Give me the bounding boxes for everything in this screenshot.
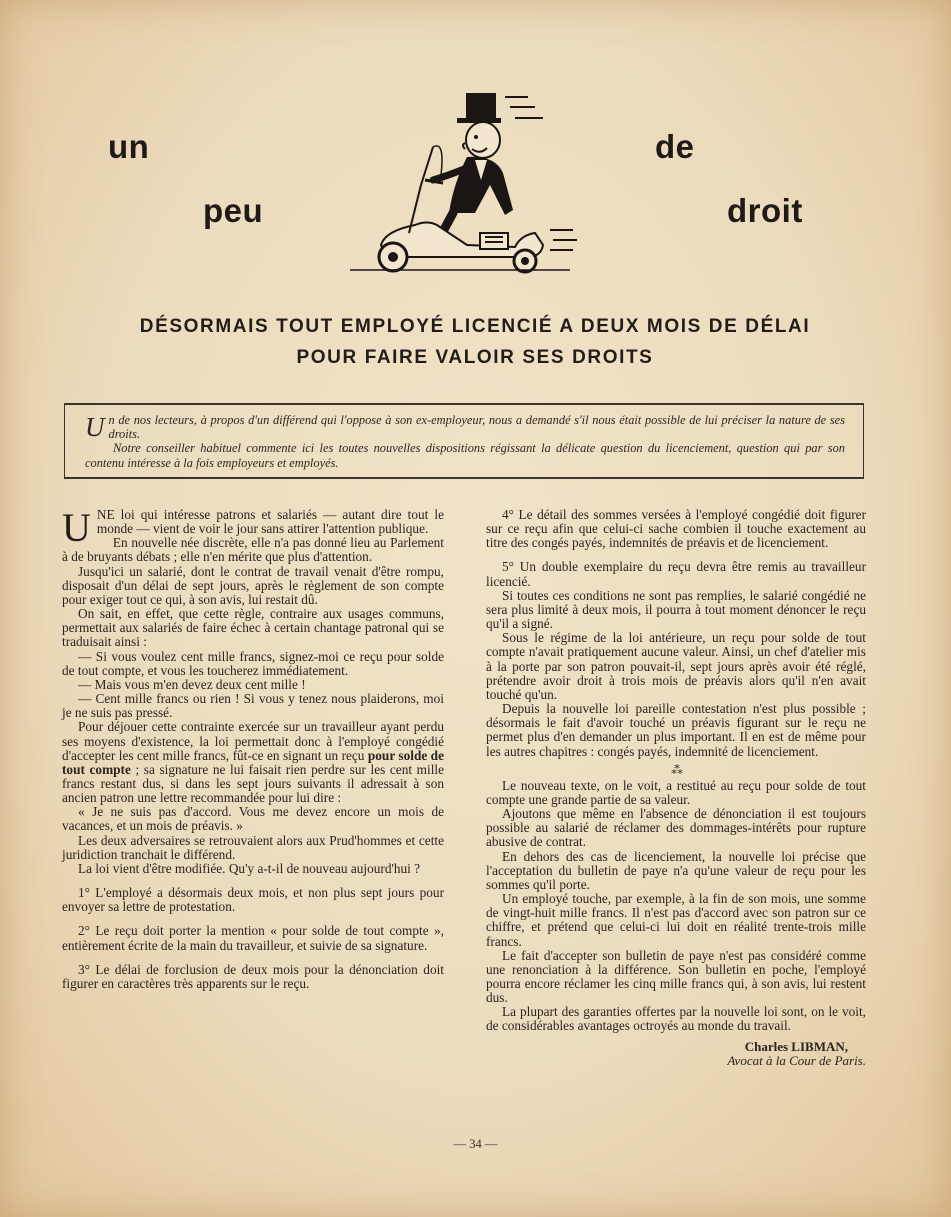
left-column [62,505,444,991]
body-paragraph: Les deux adversaires se retrouvaient alors aux Prud'hommes et cette juridiction tranchait le différend. [62,832,444,862]
body-paragraph: La loi vient d'être modifiée. Qu'y a-t-il de nouveau aujourd'hui ? [78,860,421,876]
headline-line-2: POUR FAIRE VALOIR SES DROITS [296,347,654,368]
author-title: Avocat à la Cour de Paris. [727,1052,866,1068]
dialogue-line: — Mais vous m'en devez deux cent mille ! [78,676,306,692]
title-word-un: un [108,128,150,165]
article-dropcap: U [62,505,91,550]
section-separator: ⁂ [671,762,681,777]
body-paragraph: Le nouveau texte, on le voit, a restitué au reçu pour solde de tout compte une grande partie de sa valeur. [486,777,866,807]
author-name: Charles LIBMAN, [744,1038,848,1054]
intro-paragraph-1: n de nos lecteurs, à propos d'un différend qui l'oppose à son ex-employeur, nous a demandé s'il nous était possible de lui préciser la nature de ses droits. [108,413,845,442]
body-paragraph: Depuis la nouvelle loi pareille contestation n'est plus possible ; désormais le fait d'avoir touché un préavis figurant sur le reçu ne permet plus d'en demander un plus important. Il en est de même pour les autres chapitres : congés payés, indemnité de licenciement. [486,701,866,759]
body-paragraph: Si toutes ces conditions ne sont pas remplies, le salarié congédié ne sera plus limité à deux mois, il pourra à tout moment dénoncer le reçu qu'il a signé. [486,587,866,632]
title-word-droit: droit [727,192,803,229]
body-paragraph: On sait, en effet, que cette règle, contraire aux usages communs, permettait aux salariés de faire échec à certain chantage patronal qui se traduisait ainsi : [62,606,444,650]
title-word-de: de [655,128,695,165]
body-paragraph: La plupart des garanties offertes par la nouvelle loi sont, on le voit, de considérables avantages octroyés au monde du travail. [486,1004,866,1034]
rule-item-2: 2° Le reçu doit porter la mention « pour solde de tout compte », entièrement écrite de la main du travailleur, et suivie de sa signature. [62,923,444,953]
body-paragraph: NE loi qui intéresse patrons et salariés — autant dire tout le monde — vient de voir le jour sans attirer l'attention publique. [96,507,444,537]
scooter-rider-illustration [345,85,585,280]
headline-line-1: DÉSORMAIS TOUT EMPLOYÉ LICENCIÉ A DEUX MOIS DE DÉLAI [139,316,811,337]
rule-item-5: 5° Un double exemplaire du reçu devra être remis au travailleur licencié. [486,559,866,589]
body-paragraph: En nouvelle née discrète, elle n'a pas donné lieu au Parlement à de bruyants débats ; elle n'en mérite que plus d'attention. [62,535,444,565]
text-run: Pour déjouer cette contrainte exercée sur un travailleur ayant perdu ses moyens d'existence, la loi permettait donc à l'employé congédié d'accepter les cent mille francs, fût-ce en signant un reçu [62,719,444,763]
intro-paragraph-2: Notre conseiller habituel commente ici les toutes nouvelles dispositions régissant la délicate question du licenciement, question qui par son contenu intéresse à la fois employeurs et employés. [85,441,845,470]
emphasis-text: pour solde de tout compte [62,747,444,777]
body-paragraph: En dehors des cas de licenciement, la nouvelle loi précise que l'acceptation du bulletin de paye n'a qu'une valeur de reçu pour les sommes qu'il porte. [486,848,866,892]
dialogue-line: — Si vous voulez cent mille francs, signez-moi ce reçu pour solde de tout compte, et vous les toucherez immédiatement. [62,648,444,678]
rule-item-4: 4° Le détail des sommes versées à l'employé congédié doit figurer sur ce reçu afin que celui-ci sache combien il touche exactement au titre des congés payés, indemnités de préavis et de licenciement. [486,507,866,551]
body-paragraph: Ajoutons que même en l'absence de dénonciation il est toujours possible au salarié de réclamer des dommages-intérêts pour rupture abusive de contrat. [486,806,866,850]
body-paragraph: Sous le régime de la loi antérieure, un reçu pour solde de tout compte n'avait pratiquement aucune valeur. Ainsi, un chef d'atelier mis à la porte par son patron pouvait-il, sept jours après avoir été réglé, prétendre avoir droit à trois mois de préavis alors qu'il n'en avait touché qu'un. [486,630,866,702]
body-paragraph: Un employé touche, par exemple, à la fin de son mois, une somme de vingt-huit mille francs. Il n'est pas d'accord avec son patron sur ce chiffre, et prétend que celui-ci lui doit en réalité trente-trois mille francs. [486,891,866,949]
intro-dropcap: U [85,412,105,442]
page-number: — 34 — [453,1137,498,1151]
rule-item-3: 3° Le délai de forclusion de deux mois pour la dénonciation doit figurer en caractères très apparents sur le reçu. [62,961,444,991]
dialogue-line: — Cent mille francs ou rien ! Si vous y tenez nous plaiderons, moi je ne suis pas pressé. [62,691,444,721]
body-paragraph: Le fait d'accepter son bulletin de paye n'est pas considéré comme une renonciation à la différence. Son bulletin en poche, l'employé pourra encore réclamer les cinq mille francs qui, à son avis, lui restent dus. [486,947,866,1006]
rule-item-1: 1° L'employé a désormais deux mois, et non plus sept jours pour envoyer sa lettre de protestation. [62,885,444,915]
body-paragraph: Jusqu'ici un salarié, dont le contrat de travail venait d'être rompu, disposait d'un délai de sept jours, après le règlement de son compte pour exiger tout ce qui, à son avis, lui restait dû. [62,563,444,607]
quote-paragraph: « Je ne suis pas d'accord. Vous me devez encore un mois de vacances, et un mois de préavis. » [62,804,444,834]
right-column [486,508,866,1068]
body-paragraph [62,720,444,805]
title-word-peu: peu [203,192,264,229]
intro-box [64,403,864,479]
text-run: ; sa signature ne lui faisait rien perdre sur les cent mille francs restant dus, si dans les sept jours suivants il adressait à son ancien patron une lettre recommandée pour lui dire : [62,761,444,806]
